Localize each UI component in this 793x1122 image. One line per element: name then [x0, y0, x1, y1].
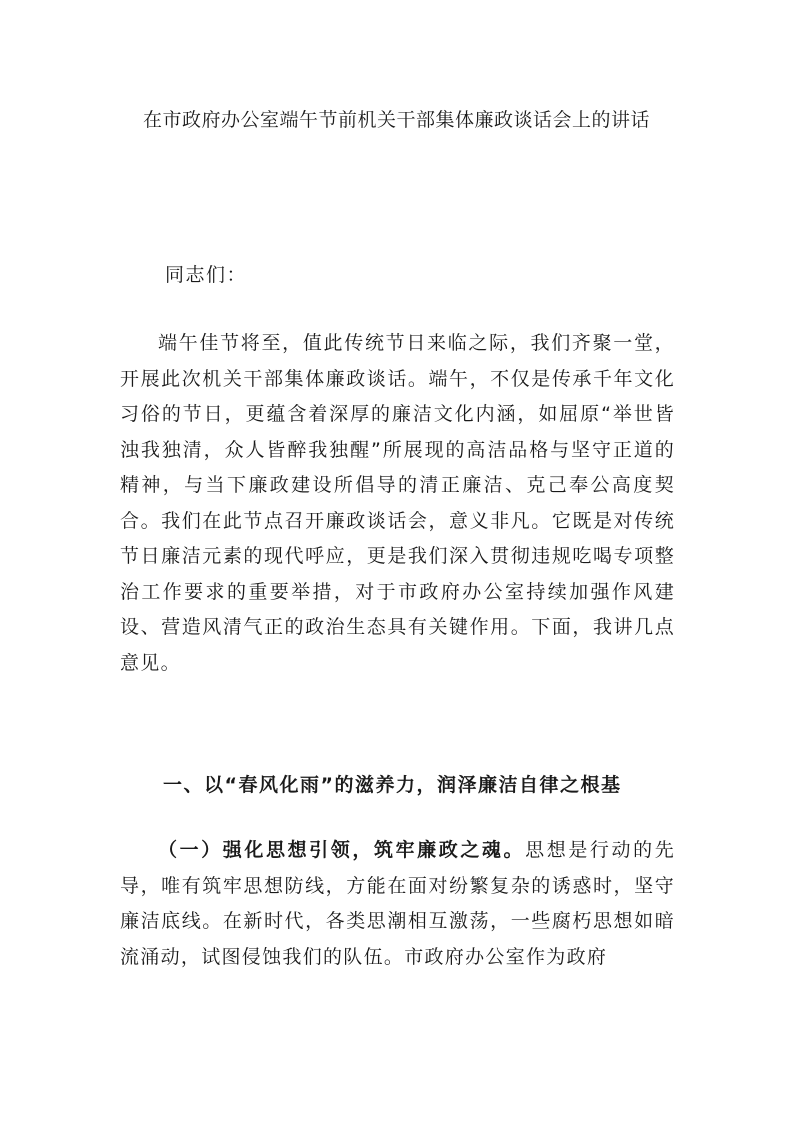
subsection-body-1: 思想是行动的先导，唯有筑牢思想防线，方能在面对纷繁复杂的诱惑时，坚守廉洁底线。在新时代，各类思潮相互激荡，一些腐朽思想如暗流涌动，试图侵蚀我们的队伍。市政府办公室作为政府	[120, 839, 675, 968]
salutation: 同志们：	[165, 264, 248, 286]
subsection-paragraph-1	[120, 833, 675, 975]
intro-paragraph: 端午佳节将至，值此传统节日来临之际，我们齐聚一堂，开展此次机关干部集体廉政谈话。端午，不仅是传承千年文化习俗的节日，更蕴含着深厚的廉洁文化内涵，如屈原“举世皆浊我独清，众人皆醉我独醒”所展现的高洁品格与坚守正道的精神，与当下廉政建设所倡导的清正廉洁、克己奉公高度契合。我们在此节点召开廉政谈话会，意义非凡。它既是对传统节日廉洁元素的现代呼应，更是我们深入贯彻违规吃喝专项整治工作要求的重要举措，对于市政府办公室持续加强作风建设、营造风清气正的政治生态具有关键作用。下面，我讲几点意见。	[120, 332, 675, 674]
subsection-lead-1: （一）强化思想引领，筑牢廉政之魂。	[158, 839, 526, 861]
section-heading-1: 一、以“春风化雨”的滋养力，润泽廉洁自律之根基	[163, 774, 622, 796]
document-title: 在市政府办公室端午节前机关干部集体廉政谈话会上的讲话	[142, 109, 650, 131]
